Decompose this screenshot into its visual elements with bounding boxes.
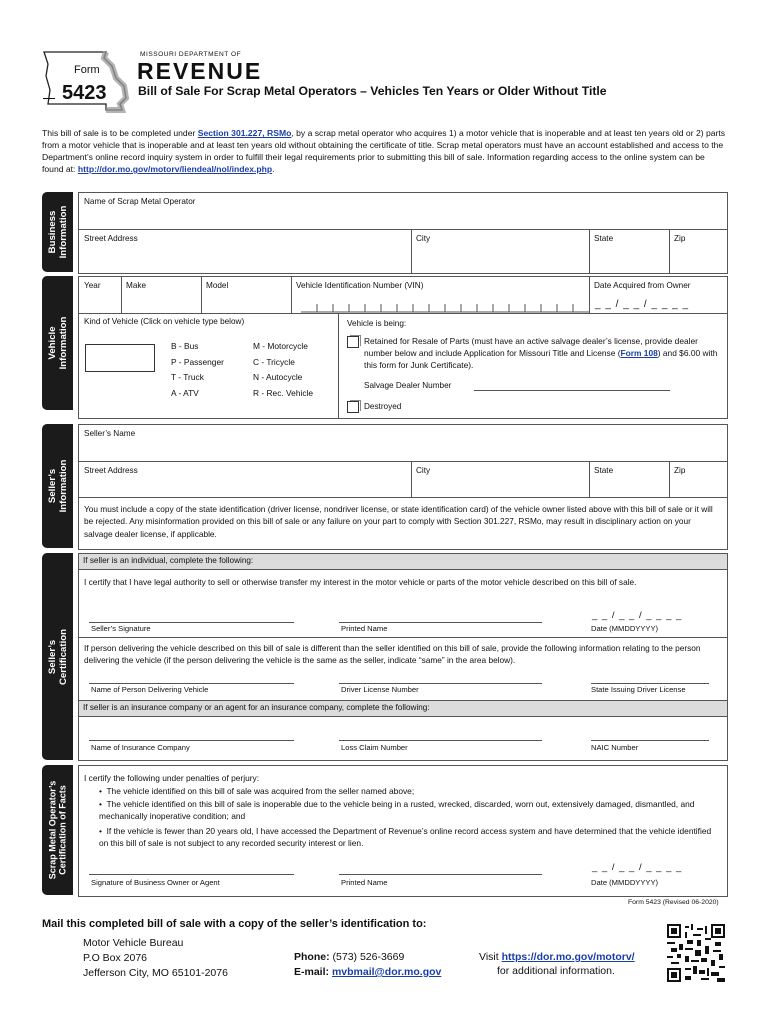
make-field[interactable]: Make — [126, 281, 147, 290]
visit-line: Visit https://dor.mo.gov/motorv/ — [479, 951, 635, 963]
owner-printed-name-field[interactable] — [339, 874, 542, 875]
delivering-name-field[interactable] — [89, 683, 294, 684]
perjury-intro: I certify the following under penalties of perjury: — [84, 773, 260, 783]
owner-signature-label: Signature of Business Owner or Agent — [91, 878, 220, 887]
kind-of-vehicle-label: Kind of Vehicle (Click on vehicle type below) — [84, 317, 245, 326]
seller-id-notice: You must include a copy of the state identification (driver license, nondriver license, or state identification card) of the vehicle owner listed above with this bill of sale or it will be rejected. Any misinformation provided on this bill of sale or any failure on your part to comply with Section 301.227, RSMo, may result in disciplinary action on your salvage dealer license, if applicable. — [84, 504, 713, 539]
revenue-wordmark: REVENUE — [137, 58, 263, 84]
vehicle-side-label: Vehicle Information — [42, 276, 73, 410]
loss-claim-label: Loss Claim Number — [341, 743, 408, 752]
certification-section — [78, 553, 728, 761]
salvage-dealer-label: Salvage Dealer Number — [364, 381, 452, 390]
certify-authority-text: I certify that I have legal authority to sell or otherwise transfer my interest in the motor vehicle or parts of the motor vehicle described on this bill of sale. — [84, 577, 637, 587]
naic-field[interactable] — [591, 740, 709, 741]
owner-signature-field[interactable] — [89, 874, 294, 875]
vehicle-type-input[interactable] — [85, 344, 155, 372]
insurance-bar: If seller is an insurance company or an agent for an insurance company, complete the following: — [79, 700, 727, 717]
form-word: Form — [74, 64, 100, 76]
business-state-field[interactable]: State — [594, 234, 614, 243]
section-301-link[interactable]: Section 301.227, RSMo — [197, 128, 292, 138]
fact-bullet-2: • The vehicle identified on this bill of sale is inoperable due to the vehicle being in a rusted, wrecked, discarded, worn out, extensively damaged, dismantled, and mechanically inoperative condition; and — [99, 799, 695, 822]
business-city-field[interactable]: City — [416, 234, 431, 243]
salvage-dealer-field[interactable] — [474, 390, 670, 391]
retained-checkbox[interactable] — [347, 336, 359, 348]
visit-suffix: for additional information. — [497, 965, 615, 977]
intro-paragraph: This bill of sale is to be completed under Section 301.227, RSMo, by a scrap metal operator who acquires 1) a motor vehicle that is inoperable and at least ten years old or 2) parts from a motor vehicle that is inoperable and at least ten years old without obtaining the certificate of title. Scrap metal operators must have an account established and access to the Department’s online record inquiry system in order to fulfill their legal requirements prior to submitting this bill of sale. Information regarding access to the online system can be found at: http://dor.mo.gov/motorv/liendeal/nol/index.php. — [42, 128, 726, 175]
form-number: 5423 — [62, 82, 107, 104]
seller-zip-field[interactable]: Zip — [674, 466, 686, 475]
insurance-name-label: Name of Insurance Company — [91, 743, 190, 752]
naic-label: NAIC Number — [591, 743, 639, 752]
vehicle-section — [78, 276, 728, 419]
facts-side-label: Scrap Metal Operator’s Certification of Facts — [42, 765, 73, 895]
business-street-field[interactable]: Street Address — [84, 234, 138, 243]
seller-signature-field[interactable] — [89, 622, 294, 623]
email-link[interactable]: mvbmail@dor.mo.gov — [331, 966, 442, 978]
delivering-person-text: If person delivering the vehicle described on this bill of sale is different than the seller identified on this bill of sale, provide the following information relating to the person delivering the vehicle (if the person delivering the vehicle is the same as the seller, indicate “same” in the area below). — [84, 643, 701, 666]
form-number-dash — [43, 98, 55, 99]
owner-date-label: Date (MMDDYYYY) — [591, 878, 659, 887]
individual-bar: If seller is an individual, complete the following: — [79, 553, 727, 570]
type-atv[interactable]: A - ATV — [171, 387, 199, 398]
type-autocycle[interactable]: N - Autocycle — [253, 372, 303, 382]
destroyed-label: Destroyed — [364, 402, 402, 411]
owner-date-mask[interactable]: _ _ / _ _ / _ _ _ _ — [592, 862, 683, 873]
seller-name-field[interactable]: Seller’s Name — [84, 429, 136, 438]
department-line: MISSOURI DEPARTMENT OF — [140, 51, 242, 58]
owner-printed-name-label: Printed Name — [341, 878, 388, 887]
delivering-name-label: Name of Person Delivering Vehicle — [91, 685, 209, 694]
date-acquired-mask: _ _ / _ _ / _ _ _ _ — [595, 299, 690, 310]
seller-printed-name-field[interactable] — [339, 622, 542, 623]
vehicle-types-col2 — [253, 339, 313, 401]
type-passenger[interactable]: P - Passenger — [171, 356, 224, 367]
year-field[interactable]: Year — [84, 281, 101, 290]
insurance-name-field[interactable] — [89, 740, 294, 741]
operator-name-field[interactable]: Name of Scrap Metal Operator — [84, 197, 196, 206]
revised-date: Form 5423 (Revised 06-2020) — [628, 899, 719, 906]
type-truck[interactable]: T - Truck — [171, 372, 204, 382]
seller-state-field[interactable]: State — [594, 466, 614, 475]
contact-phone: Phone: (573) 526-3669 — [294, 951, 405, 963]
date-acquired-field[interactable]: Date Acquired from Owner — [594, 281, 691, 290]
online-system-link[interactable]: http://dor.mo.gov/motorv/liendeal/nol/index.php — [77, 164, 273, 175]
seller-date-label: Date (MMDDYYYY) — [591, 624, 659, 633]
qr-code-icon[interactable] — [667, 924, 725, 982]
state-issuing-label: State Issuing Driver License — [591, 685, 686, 694]
form-108-link[interactable]: Form 108 — [620, 348, 658, 359]
seller-street-field[interactable]: Street Address — [84, 466, 138, 475]
driver-license-label: Driver License Number — [341, 685, 419, 694]
type-motorcycle[interactable]: M - Motorcycle — [253, 341, 308, 351]
business-side-label: Business Information — [42, 192, 73, 272]
loss-claim-field[interactable] — [339, 740, 542, 741]
certification-side-label: Seller’s Certification — [42, 553, 73, 760]
destroyed-checkbox[interactable] — [347, 401, 359, 413]
seller-city-field[interactable]: City — [416, 466, 431, 475]
driver-license-field[interactable] — [339, 683, 542, 684]
seller-section — [78, 424, 728, 550]
seller-signature-label: Seller’s Signature — [91, 624, 151, 633]
mailing-address: Motor Vehicle Bureau P.O Box 2076 Jefferson City, MO 65101-2076 — [83, 937, 228, 979]
mail-heading: Mail this completed bill of sale with a copy of the seller’s identification to: — [42, 918, 427, 930]
fact-bullet-1: • The vehicle identified on this bill of sale was acquired from the seller named above; — [99, 786, 415, 796]
business-zip-field[interactable]: Zip — [674, 234, 686, 243]
business-section — [78, 192, 728, 274]
form-title: Bill of Sale For Scrap Metal Operators – Vehicles Ten Years or Older Without Title — [138, 84, 607, 98]
type-tricycle[interactable]: C - Tricycle — [253, 356, 295, 367]
facts-section — [78, 765, 728, 897]
retained-text: Retained for Resale of Parts (must have an active salvage dealer’s license, provide dealer number below and include Application for Missouri Title and License (Form 108) and $6.00 with this form for Junk Certificate). — [364, 336, 718, 371]
fact-bullet-3: • If the vehicle is fewer than 20 years old, I have accessed the Department of Revenue’s online record access system and have determined that the vehicle identified on this bill of sale is not subject to any recorded security interest or lien. — [99, 826, 712, 849]
contact-email: E-mail: mvbmail@dor.mo.gov — [294, 966, 442, 978]
state-issuing-field[interactable] — [591, 683, 709, 684]
dor-website-link[interactable]: https://dor.mo.gov/motorv/ — [501, 951, 635, 963]
vehicle-types-col1 — [171, 339, 224, 401]
type-rec-vehicle[interactable]: R - Rec. Vehicle — [253, 387, 314, 398]
seller-printed-name-label: Printed Name — [341, 624, 388, 633]
model-field[interactable]: Model — [206, 281, 229, 290]
seller-date-mask[interactable]: _ _ / _ _ / _ _ _ _ — [592, 610, 683, 621]
vin-field[interactable]: Vehicle Identification Number (VIN) — [296, 281, 424, 290]
vehicle-is-being-label: Vehicle is being: — [347, 319, 407, 328]
type-bus[interactable]: B - Bus — [171, 341, 199, 351]
vin-character-boxes[interactable] — [301, 301, 591, 313]
seller-side-label: Seller’s Information — [42, 424, 73, 548]
